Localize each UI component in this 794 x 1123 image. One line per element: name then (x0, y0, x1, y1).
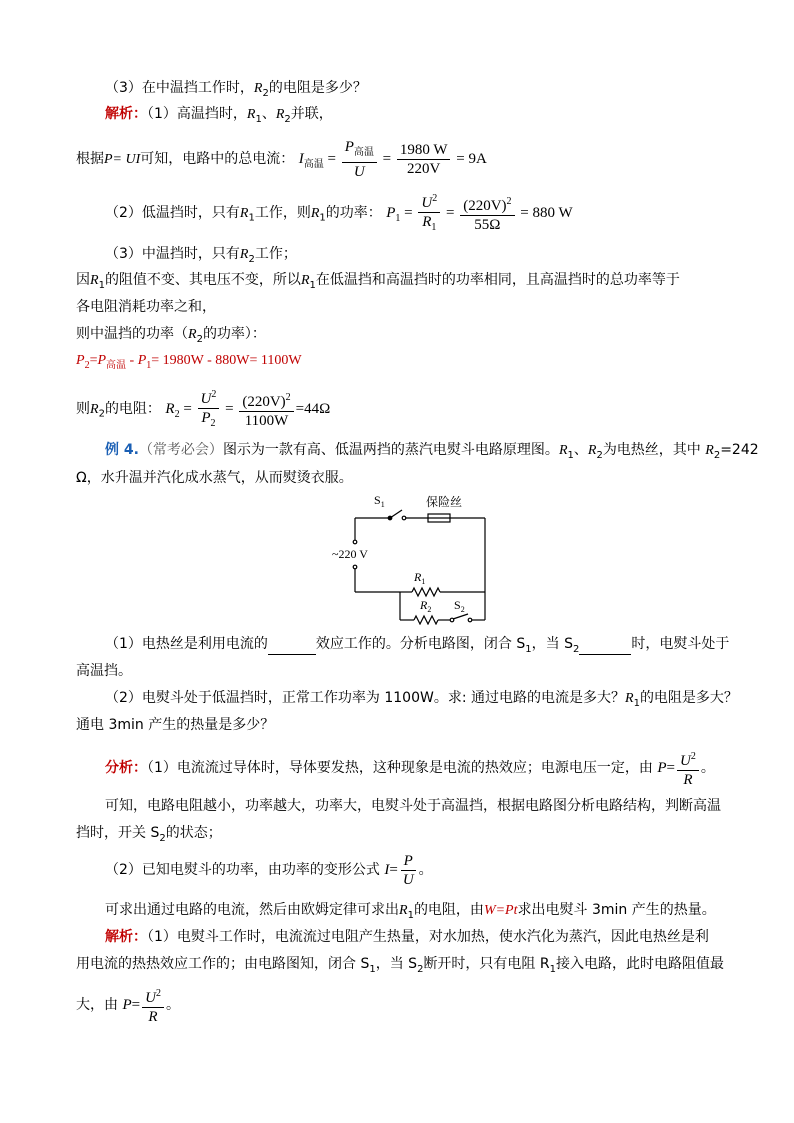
fenxi-line-3 (76, 823, 222, 849)
sub: 1 (633, 697, 640, 709)
text: =242 (720, 442, 759, 458)
analysis2-line-2 (76, 954, 724, 980)
text: 的功率： (325, 204, 382, 221)
label-r1: $R_1$ (414, 570, 426, 586)
analysis-label: 解析： (105, 929, 147, 945)
fraction (460, 193, 514, 234)
analysis-line-8 (76, 351, 302, 376)
var: U (145, 990, 156, 1007)
formula: P= UI (104, 151, 141, 167)
sub: 2 (713, 449, 721, 461)
sub: 1 (309, 279, 316, 291)
example-label: 例 4. (105, 442, 139, 458)
analysis-line-5 (76, 270, 680, 296)
den: 220V (406, 161, 441, 177)
sub: 1 (255, 113, 262, 125)
text: （1）电热丝是利用电流的 (105, 636, 268, 652)
sub: 1 (567, 449, 574, 461)
den: 1100W (244, 413, 289, 429)
sub: 高温 (106, 359, 127, 371)
fraction (342, 138, 377, 181)
sup: 2 (211, 389, 217, 400)
text: 。 (418, 862, 433, 878)
num: 1980 W (397, 141, 451, 160)
sub: 2 (84, 359, 90, 371)
example-tag: （常考必会） (138, 443, 223, 458)
text: 的功率）： (202, 326, 266, 342)
fenxi-line-5 (105, 900, 716, 926)
sub: 2 (98, 408, 105, 420)
sub: 2 (572, 643, 580, 655)
analysis-line-2 (76, 138, 487, 185)
var: R (90, 401, 99, 417)
text: 的电阻是多大？ (639, 690, 738, 706)
var: U (421, 195, 433, 211)
text: ，当 S (531, 636, 573, 652)
text: 因 (76, 272, 90, 288)
var: R (705, 443, 714, 458)
fenxi-line-1 (105, 748, 715, 789)
text: 则中温挡的功率（ (76, 326, 188, 342)
text: 。 (700, 760, 715, 776)
blank-2 (579, 634, 631, 655)
var: P (401, 852, 416, 871)
text: Ω，水升温并汽化成水蒸气，从而熨烫衣服。 (76, 470, 353, 486)
fraction (397, 141, 451, 178)
text: = 1980W - 880W= 1100W (151, 353, 302, 368)
question-1-line-1 (105, 634, 729, 660)
var: R (90, 273, 99, 288)
text: 工作； (254, 246, 297, 262)
var: R (625, 691, 634, 706)
fraction (239, 389, 293, 430)
text: 根据 (76, 150, 104, 167)
example-4-line-1 (105, 440, 759, 466)
text: 则 (76, 400, 90, 417)
var: R (239, 205, 249, 221)
fenxi-line-2 (105, 796, 721, 816)
var: R (165, 400, 175, 417)
result: =44Ω (295, 400, 331, 417)
text: 可求出通过电路的电流，然后由欧姆定律可求出 (105, 902, 399, 918)
text: 高温挡。 (76, 663, 132, 679)
text: 用电流的热热效应工作的；由电路图知，闭合 S (76, 956, 370, 972)
sub: 1 (407, 909, 414, 921)
power-formula (657, 751, 700, 789)
switch-s2-blade (453, 614, 468, 619)
text: 的阻值不变、其电压不变，所以 (104, 272, 301, 288)
var: P (386, 204, 396, 221)
var: R (310, 205, 320, 221)
var: R (239, 247, 249, 262)
terminal (353, 565, 357, 569)
sub: 1 (525, 643, 532, 655)
question-1-line-2 (76, 661, 132, 681)
sub: 1 (549, 963, 556, 975)
text: 工作，则 (254, 204, 311, 221)
example-4-line-2 (76, 468, 353, 488)
analysis2-line-3 (76, 985, 180, 1026)
text: 可知，电路电阻越小，功率越大，功率大，电熨斗处于高温挡，根据电路图分析电路结构，判断高温 (105, 798, 721, 814)
question-2-line-1 (105, 688, 738, 714)
text: （3）在中温挡工作时， (105, 80, 254, 96)
text: （1）电流流过导体时，导体要发热，这种现象是电流的热效应；电源电压一定，由 (147, 760, 653, 776)
circuit-diagram (330, 490, 500, 625)
text: （1）电熨斗工作时，电流流过电阻产生热量，对水加热，使水汽化为蒸汽，因此电热丝是利 (147, 929, 709, 945)
den: 55Ω (474, 217, 501, 233)
num: (220V) (463, 198, 507, 214)
text: = (89, 353, 98, 368)
analysis-label: 解析： (105, 106, 147, 122)
text: = (131, 997, 141, 1013)
text: 图示为一款有高、低温两挡的蒸汽电熨斗电路原理图。 (222, 442, 559, 458)
text: - (126, 353, 138, 368)
current-equation: $I_{高温}$ = $\frac{P_{高温}}{U}$ = $\frac{1980 W}{220V}$ = 9A (298, 139, 487, 180)
text: ，当 S (375, 956, 418, 972)
fraction (198, 386, 220, 433)
sub: 高温 (353, 147, 374, 158)
num: (220V) (242, 394, 286, 410)
text: （1）高温挡时， (147, 106, 247, 122)
label-s2: $S_2$ (454, 598, 465, 614)
text: 可知，电路中的总电流： (140, 150, 295, 167)
sup: 2 (690, 751, 696, 763)
formula: W=Pt (483, 903, 518, 918)
text: 挡时，开关 S (76, 825, 160, 841)
switch-s1-blade (390, 510, 402, 518)
question-2-line-2 (76, 715, 274, 735)
text: 的电阻，由 (413, 902, 484, 918)
sub: 高温 (303, 158, 324, 170)
text: 断开时，只有电阻 R (423, 956, 550, 972)
text: 的状态； (165, 825, 222, 841)
fraction (400, 852, 417, 889)
var: I (384, 862, 390, 878)
text: （3）中温挡时，只有 (105, 246, 240, 262)
var: U (200, 391, 212, 407)
analysis-line-6 (76, 297, 216, 317)
sub: 2 (596, 449, 603, 461)
sub: 1 (146, 359, 152, 371)
sub: 1 (395, 212, 401, 224)
text: 时，电熨斗处于 (631, 636, 730, 652)
var: R (253, 81, 263, 96)
var: R (399, 903, 408, 918)
var: R (683, 772, 693, 789)
var: I (298, 150, 304, 167)
var: R (558, 443, 568, 458)
text: 并联， (290, 106, 333, 122)
analysis-line-1 (105, 104, 333, 130)
sub: 2 (262, 87, 269, 99)
text: 为电热丝，其中 (602, 442, 706, 458)
fraction (418, 190, 440, 237)
text: 效应工作的。分析电路图，闭合 S (315, 636, 526, 652)
var: R (148, 1009, 158, 1026)
text: 、 (573, 442, 588, 458)
label-fuse: 保险丝 (426, 495, 463, 509)
sub: 2 (284, 113, 291, 125)
var: P (344, 139, 354, 155)
fenxi-line-4 (105, 850, 433, 890)
var: P (657, 760, 667, 776)
sub: 2 (417, 963, 424, 975)
label-s1: $S_1$ (374, 493, 385, 509)
text: 在低温挡和高温挡时的功率相同，且高温挡时的总功率等于 (315, 272, 680, 288)
var: P (76, 353, 85, 368)
sub: 1 (369, 963, 376, 975)
sup: 2 (432, 193, 438, 204)
var: R (300, 273, 310, 288)
text: （2）已知电熨斗的功率，由功率的变形公式 (105, 862, 380, 878)
sup: 2 (506, 196, 512, 207)
text: 的电阻： (104, 400, 161, 417)
sub: 2 (210, 418, 216, 429)
text: 大，由 (76, 997, 118, 1013)
terminal (353, 540, 357, 544)
var: R (422, 214, 432, 230)
var: R (188, 327, 197, 342)
text: 、 (261, 106, 276, 122)
text: （2）电熨斗处于低温挡时，正常工作功率为 1100W。求: 通过电路的电流是多大？ (105, 690, 625, 706)
sub: 2 (174, 408, 180, 420)
power-equation: $P_1$ = $\frac{U^2}{R_1}$ = $\frac{(220V)^2}{55\Omega}$ = 880 W (386, 205, 572, 221)
text: = (666, 760, 675, 776)
var: P (201, 410, 211, 426)
sub: 1 (431, 222, 437, 233)
text: = (389, 862, 398, 878)
label-r2: $R_2$ (420, 598, 432, 614)
var: R (246, 107, 256, 122)
var: U (353, 164, 365, 180)
text: （2）低温挡时，只有 (105, 204, 240, 221)
var: R (275, 107, 285, 122)
var: R (587, 443, 597, 458)
fraction (677, 748, 699, 789)
text: 求出电熨斗 3min 产生的热量。 (517, 902, 716, 918)
fenxi-label: 分析： (105, 760, 147, 776)
current-formula (384, 853, 418, 889)
sub: 2 (159, 832, 166, 844)
resistance-equation: $R_2$ = $\frac{U^2}{P_2}$ = $\frac{(220V)^2}{1100W}$ =44Ω (165, 401, 330, 417)
sup: 2 (285, 392, 291, 403)
fraction (142, 985, 164, 1026)
var: U (402, 872, 414, 889)
analysis-line-7 (76, 324, 266, 350)
sub: 1 (98, 279, 105, 291)
blank-1 (268, 634, 316, 655)
analysis-line-9 (76, 386, 330, 435)
result: = 9A (456, 150, 487, 167)
var: P (122, 997, 132, 1013)
analysis-line-3 (105, 190, 573, 239)
analysis2-line-1 (105, 927, 709, 947)
question-3 (105, 78, 367, 104)
text: 各电阻消耗功率之和， (76, 299, 216, 315)
text: 。 (165, 997, 180, 1013)
switch-s2-contact (468, 618, 472, 622)
sub: 2 (196, 333, 203, 345)
sup: 2 (155, 988, 161, 1000)
text: 的电阻是多少？ (268, 80, 367, 96)
label-source: ~220 V (332, 547, 368, 561)
var: P (137, 353, 147, 368)
power-formula (122, 988, 165, 1026)
sub: 1 (319, 212, 326, 224)
sub: 1 (248, 212, 255, 224)
resistor-r2 (414, 616, 438, 624)
resistor-r1 (412, 588, 440, 596)
text: 接入电路，此时电路阻值最 (556, 956, 724, 972)
switch-s1-contact (402, 516, 406, 520)
sub: 2 (248, 253, 255, 265)
result: = 880 W (520, 204, 573, 221)
text: 通电 3min 产生的热量是多少？ (76, 717, 275, 733)
analysis-line-4 (105, 244, 297, 270)
var: P (97, 353, 107, 368)
var: U (680, 753, 691, 770)
